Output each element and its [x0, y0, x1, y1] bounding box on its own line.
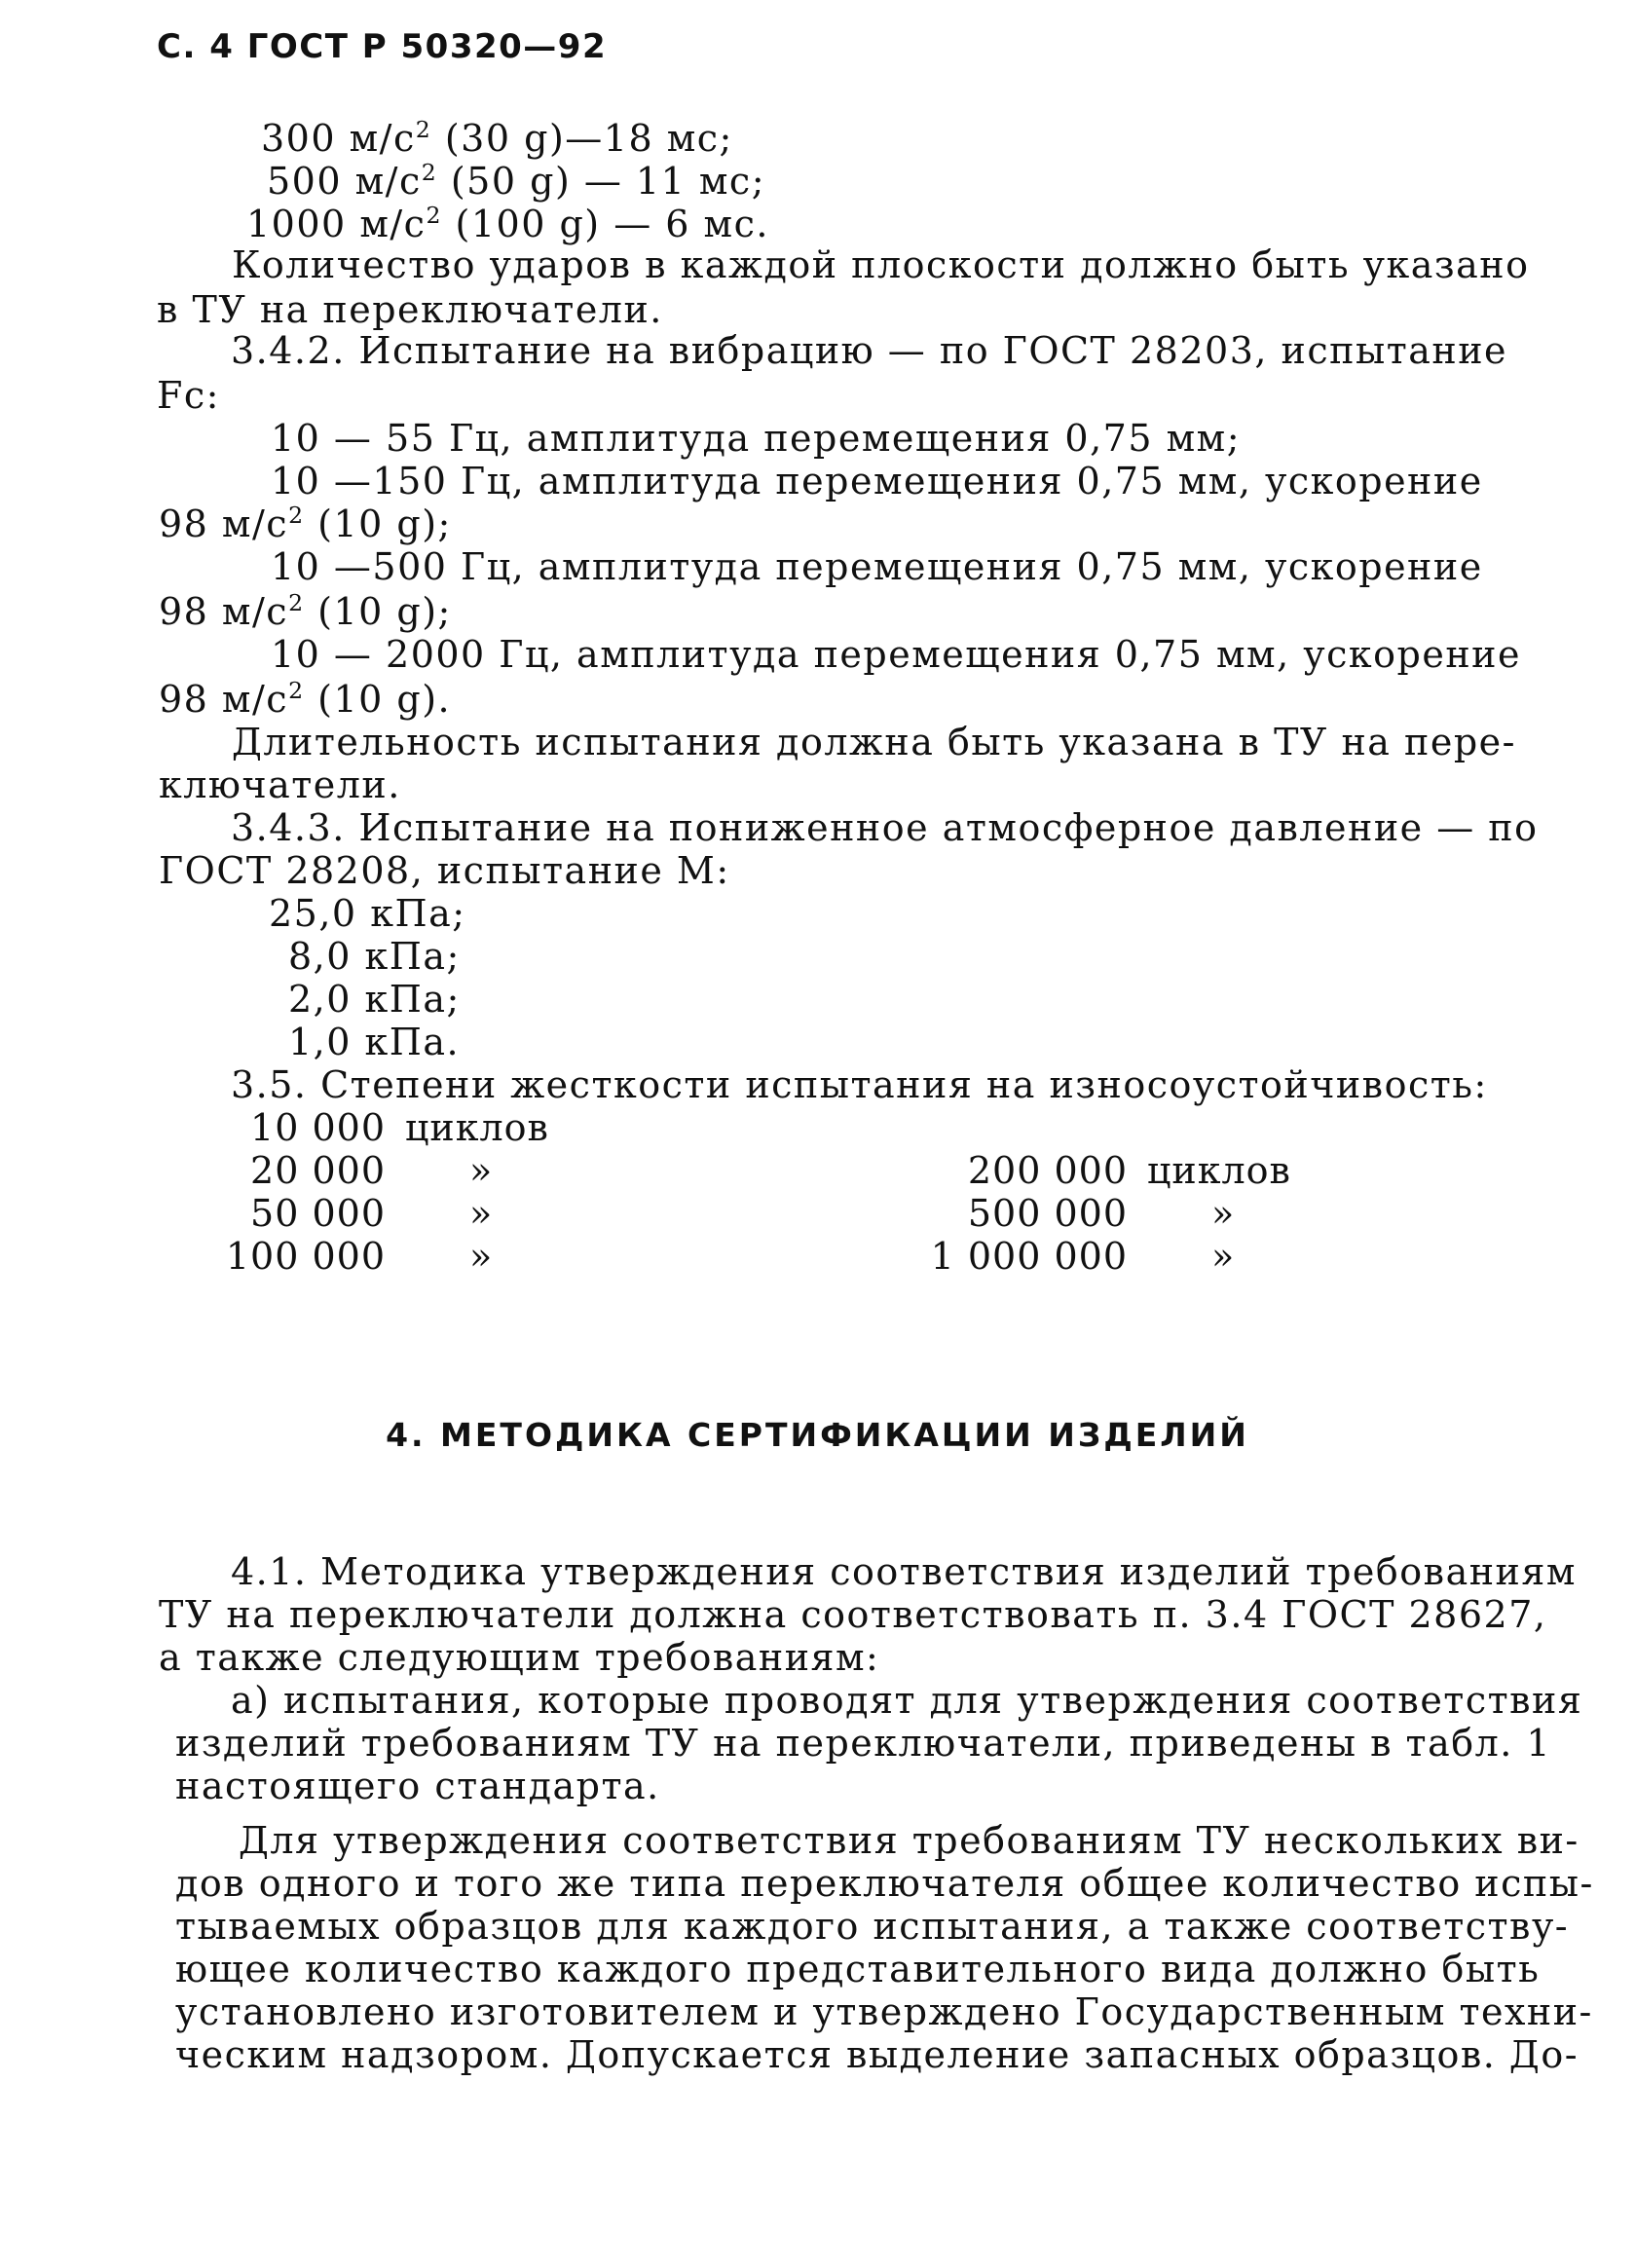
vibration-item: 10 — 55 Гц, амплитуда перемещения 0,75 мм; [271, 417, 1242, 460]
vibration-item: 10 —500 Гц, амплитуда перемещения 0,75 мм, ускорение [271, 545, 1483, 588]
vibration-item-cont: 98 $м/с^2$ (10 g); [159, 501, 452, 545]
cycles-unit: » [469, 1149, 494, 1192]
vibration-item-cont: 98 $м/с^2$ (10 g). [159, 676, 452, 721]
paragraph-line: Длительность испытания должна быть указана в ТУ на пере- [232, 721, 1516, 763]
shock-item: 1000 $м/с^2$ (100 g) — 6 мс. [246, 201, 769, 245]
paragraph-line: настоящего стандарта. [175, 1765, 660, 1807]
paragraph-line: 4.1. Методика утверждения соответствия изделий требованиям [231, 1550, 1577, 1593]
vibration-item-cont: 98 $м/с^2$ (10 g); [159, 588, 452, 633]
cycles-unit: циклов [405, 1106, 549, 1149]
paragraph-line: а также следующим требованиям: [159, 1636, 880, 1679]
paragraph-line: Количество ударов в каждой плоскости должно быть указано [232, 243, 1530, 286]
paragraph-line: Fc: [157, 374, 220, 417]
paragraph-line: дов одного и того же типа переключателя общее количество испы- [175, 1862, 1594, 1905]
cycles-number: 200 000 [967, 1149, 1128, 1192]
paragraph-line: а) испытания, которые проводят для утверждения соответствия [231, 1679, 1583, 1722]
paragraph-line: Для утверждения соответствия требованиям ТУ нескольких ви- [239, 1819, 1579, 1862]
cycles-number: 1 000 000 [930, 1235, 1128, 1278]
paragraph-line: ющее количество каждого представительного вида должно быть [175, 1948, 1541, 1990]
cycles-unit: » [1211, 1235, 1236, 1278]
cycles-unit: циклов [1147, 1149, 1291, 1192]
cycles-unit: » [469, 1192, 494, 1235]
paragraph-line: 3.4.2. Испытание на вибрацию — по ГОСТ 28203, испытание [231, 329, 1508, 372]
paragraph-line: изделий требованиям ТУ на переключатели, приведены в табл. 1 [175, 1722, 1552, 1765]
paragraph-line: 3.4.3. Испытание на пониженное атмосферное давление — по [231, 806, 1539, 849]
vibration-item: 10 — 2000 Гц, амплитуда перемещения 0,75 мм, ускорение [271, 633, 1521, 676]
section-title: 4. МЕТОДИКА СЕРТИФИКАЦИИ ИЗДЕЛИЙ [386, 1416, 1249, 1454]
pressure-item: 25,0 кПа; [269, 892, 466, 935]
cycles-number: 500 000 [967, 1192, 1128, 1235]
pressure-item: 1,0 кПа. [288, 1021, 461, 1063]
shock-item: 500 $м/с^2$ (50 g) — 11 мс; [267, 158, 766, 203]
pressure-item: 8,0 кПа; [288, 935, 461, 978]
cycles-number: 100 000 [225, 1235, 386, 1278]
vibration-item: 10 —150 Гц, амплитуда перемещения 0,75 мм, ускорение [271, 460, 1483, 502]
paragraph-line: ТУ на переключатели должна соответствовать п. 3.4 ГОСТ 28627, [159, 1593, 1547, 1636]
page-header: С. 4 ГОСТ Р 50320—92 [157, 27, 608, 66]
paragraph-line: ключатели. [159, 763, 401, 806]
shock-item: 300 $м/с^2$ (30 g)—18 мс; [261, 115, 733, 160]
cycles-unit: » [469, 1235, 494, 1278]
cycles-unit: » [1211, 1192, 1236, 1235]
cycles-number: 50 000 [250, 1192, 386, 1235]
pressure-item: 2,0 кПа; [288, 978, 461, 1021]
paragraph-line: ГОСТ 28208, испытание М: [159, 849, 730, 892]
paragraph-line: установлено изготовителем и утверждено Государственным техни- [175, 1990, 1593, 2033]
paragraph-line: тываемых образцов для каждого испытания, а также соответству- [175, 1905, 1570, 1948]
paragraph-line: 3.5. Степени жесткости испытания на износоустойчивость: [231, 1063, 1488, 1106]
paragraph-line: в ТУ на переключатели. [157, 288, 663, 331]
cycles-number: 10 000 [250, 1106, 386, 1149]
cycles-number: 20 000 [250, 1149, 386, 1192]
paragraph-line: ческим надзором. Допускается выделение запасных образцов. До- [175, 2033, 1579, 2076]
